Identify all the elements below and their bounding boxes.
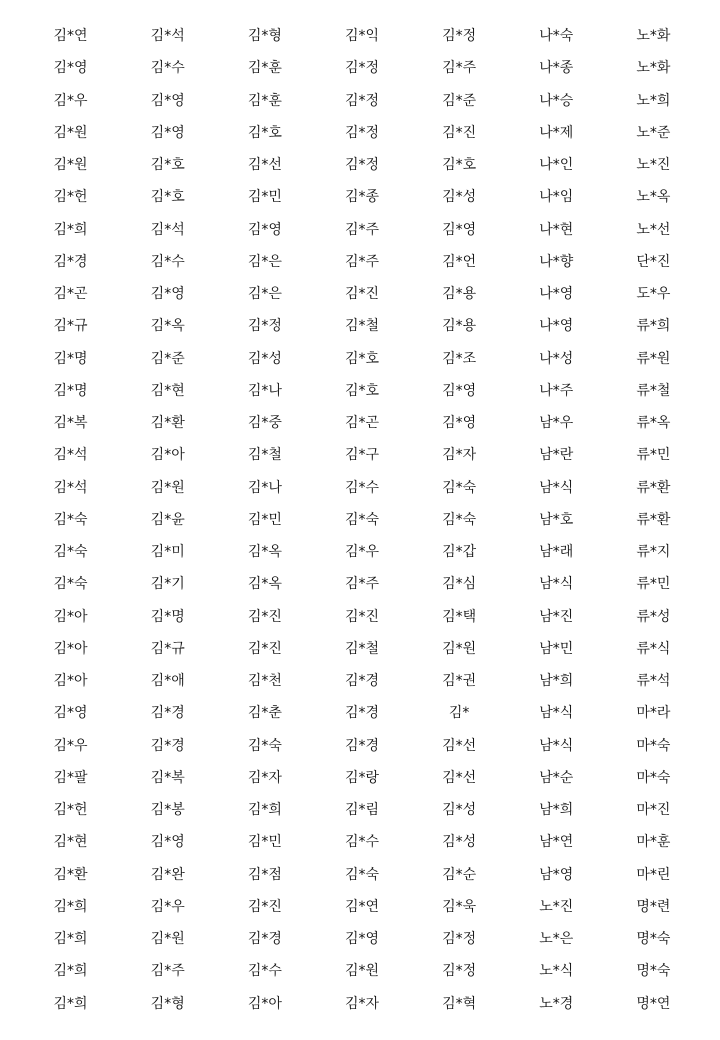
name-cell: 김*은: [247, 253, 282, 270]
name-cell: 김*환: [53, 866, 88, 883]
name-cell: 김*수: [150, 60, 185, 77]
name-cell: 남*우: [539, 415, 574, 432]
name-cell: 김*아: [53, 640, 88, 657]
name-cell: 명*숙: [636, 963, 671, 980]
name-cell: 김*조: [442, 350, 477, 367]
name-cell: 남*희: [539, 673, 574, 690]
name-cell: 류*환: [636, 511, 671, 528]
name-cell: 김*애: [150, 673, 185, 690]
name-cell: 나*주: [539, 382, 574, 399]
name-cell: 나*영: [539, 286, 574, 303]
name-cell: 마*숙: [636, 769, 671, 786]
name-cell: 김*아: [247, 995, 282, 1012]
name-cell: 남*식: [539, 479, 574, 496]
name-cell: 김*복: [53, 415, 88, 432]
name-cell: 마*훈: [636, 834, 671, 851]
name-cell: 류*옥: [636, 415, 671, 432]
name-cell: 남*민: [539, 640, 574, 657]
name-cell: 김*진: [247, 608, 282, 625]
name-cell: 명*련: [636, 898, 671, 915]
name-cell: 김*호: [344, 350, 380, 367]
name-cell: 김*철: [344, 640, 380, 657]
name-cell: 김*은: [247, 286, 282, 303]
name-cell: 김*기: [150, 576, 185, 593]
name-cell: 김*팔: [53, 769, 88, 786]
name-cell: 김*정: [344, 124, 380, 141]
name-cell: 김*택: [442, 608, 477, 625]
name-cell: 김*자: [247, 769, 282, 786]
name-cell: 김*경: [247, 931, 282, 948]
name-cell: 김*희: [53, 963, 88, 980]
name-cell: 김*석: [150, 221, 185, 238]
name-cell: 김*미: [150, 544, 185, 561]
name-cell: 김*영: [344, 931, 380, 948]
name-cell: 김*숙: [442, 511, 477, 528]
name-cell: 김*영: [247, 221, 282, 238]
name-cell: 노*진: [636, 157, 671, 174]
name-cell: 김*용: [442, 286, 477, 303]
name-cell: 김*희: [247, 802, 282, 819]
name-cell: 김*정: [247, 318, 282, 335]
name-cell: 남*희: [539, 802, 574, 819]
name-cell: 김*숙: [344, 511, 380, 528]
name-cell: 김*철: [344, 318, 380, 335]
name-cell: 남*식: [539, 705, 574, 722]
name-cell: 김*헌: [53, 189, 88, 206]
name-cell: 김*수: [247, 963, 282, 980]
name-cell: 김*경: [344, 737, 380, 754]
name-cell: 나*현: [539, 221, 574, 238]
name-cell: 김*아: [53, 608, 88, 625]
name-cell: 나*숙: [539, 28, 574, 45]
name-cell: 김*영: [53, 60, 88, 77]
name-cell: 김*성: [442, 802, 477, 819]
name-cell: 김*선: [442, 769, 477, 786]
name-cell: 노*화: [636, 28, 671, 45]
name-cell: 나*영: [539, 318, 574, 335]
name-cell: 김*복: [150, 769, 185, 786]
name-cell: 김*희: [53, 221, 88, 238]
name-cell: 김*형: [150, 995, 185, 1012]
name-cell: 김*원: [344, 963, 380, 980]
name-cell: 김*명: [53, 350, 88, 367]
name-cell: 김*점: [247, 866, 282, 883]
name-cell: 김*심: [442, 576, 477, 593]
name-cell: 김*희: [53, 995, 88, 1012]
name-cell: 김*숙: [247, 737, 282, 754]
name-cell: 류*철: [636, 382, 671, 399]
name-cell: 남*래: [539, 544, 574, 561]
name-cell: 김*원: [150, 931, 185, 948]
name-cell: 나*승: [539, 92, 574, 109]
name-cell: 노*경: [539, 995, 574, 1012]
name-cell: 노*식: [539, 963, 574, 980]
name-cell: 김*옥: [247, 576, 282, 593]
name-cell: 김*구: [344, 447, 380, 464]
name-cell: 김*영: [442, 415, 477, 432]
name-cell: 김*명: [53, 382, 88, 399]
name-cell: 김*주: [150, 963, 185, 980]
name-cell: 노*옥: [636, 189, 671, 206]
name-cell: 김*영: [150, 124, 185, 141]
name-cell: 김*윤: [150, 511, 185, 528]
name-cell: 나*제: [539, 124, 574, 141]
name-cell: 류*환: [636, 479, 671, 496]
name-cell: 김*희: [53, 931, 88, 948]
name-cell: 김*주: [442, 60, 477, 77]
name-cell: 김*용: [442, 318, 477, 335]
name-cell: 김*현: [53, 834, 88, 851]
name-cell: 김*성: [442, 189, 477, 206]
name-cell: 김*선: [247, 157, 282, 174]
name-cell: 김*중: [247, 415, 282, 432]
name-cell: 김*진: [247, 898, 282, 915]
name-cell: 김*숙: [53, 576, 88, 593]
name-cell: 김*준: [150, 350, 185, 367]
name-cell: 김*원: [442, 640, 477, 657]
name-cell: 노*진: [539, 898, 574, 915]
name-cell: 김*림: [344, 802, 380, 819]
name-cell: 김*숙: [53, 544, 88, 561]
name-cell: 명*연: [636, 995, 671, 1012]
name-cell: 남*란: [539, 447, 574, 464]
name-cell: 김*주: [344, 221, 380, 238]
name-cell: 김*정: [442, 931, 477, 948]
name-cell: 노*화: [636, 60, 671, 77]
name-cell: 김*호: [150, 189, 185, 206]
name-cell: 김*원: [53, 157, 88, 174]
name-cell: 노*희: [636, 92, 671, 109]
name-cell: 김*성: [442, 834, 477, 851]
name-cell: 김*민: [247, 834, 282, 851]
name-cell: 마*진: [636, 802, 671, 819]
name-cell: 남*연: [539, 834, 574, 851]
name-cell: 김*영: [442, 221, 477, 238]
name-cell: 마*린: [636, 866, 671, 883]
name-cell: 김*영: [442, 382, 477, 399]
name-cell: 김*진: [344, 608, 380, 625]
name-cell: 김*자: [442, 447, 477, 464]
name-cell: 김*호: [150, 157, 185, 174]
name-cell: 김*우: [53, 737, 88, 754]
name-list-grid: [22, 20, 702, 1020]
name-cell: 김*훈: [247, 60, 282, 77]
name-cell: 류*지: [636, 544, 671, 561]
name-cell: 김*곤: [344, 415, 380, 432]
name-cell: 김*천: [247, 673, 282, 690]
name-cell: 나*인: [539, 157, 574, 174]
name-cell: 김*영: [53, 705, 88, 722]
name-cell: 김*석: [53, 479, 88, 496]
name-cell: 류*식: [636, 640, 671, 657]
name-cell: 김*연: [53, 28, 88, 45]
name-cell: 김*욱: [442, 898, 477, 915]
name-cell: 김*우: [53, 92, 88, 109]
name-cell: 김*춘: [247, 705, 282, 722]
name-cell: 김*혁: [442, 995, 477, 1012]
name-cell: 김*우: [344, 544, 380, 561]
name-cell: 김*민: [247, 189, 282, 206]
name-cell: 김*경: [53, 253, 88, 270]
name-cell: 김*갑: [442, 544, 477, 561]
name-cell: 김*영: [150, 834, 185, 851]
name-cell: 김*형: [247, 28, 282, 45]
name-cell: 김*영: [150, 92, 185, 109]
name-cell: 김*익: [344, 28, 380, 45]
name-cell: 김*환: [150, 415, 185, 432]
name-cell: 단*진: [636, 253, 671, 270]
name-cell: 김*진: [442, 124, 477, 141]
name-cell: 김*: [448, 705, 470, 722]
name-cell: 류*성: [636, 608, 671, 625]
name-cell: 류*석: [636, 673, 671, 690]
name-cell: 김*헌: [53, 802, 88, 819]
name-cell: 김*원: [53, 124, 88, 141]
name-cell: 노*선: [636, 221, 671, 238]
name-cell: 김*정: [442, 28, 477, 45]
name-cell: 남*식: [539, 576, 574, 593]
name-cell: 김*숙: [344, 866, 380, 883]
name-cell: 김*랑: [344, 769, 380, 786]
name-cell: 김*호: [344, 382, 380, 399]
name-cell: 김*나: [247, 382, 282, 399]
name-cell: 명*숙: [636, 931, 671, 948]
name-cell: 김*호: [442, 157, 477, 174]
name-cell: 남*호: [539, 511, 574, 528]
name-cell: 노*준: [636, 124, 671, 141]
name-cell: 김*규: [53, 318, 88, 335]
name-cell: 김*언: [442, 253, 477, 270]
name-cell: 김*경: [344, 705, 380, 722]
name-cell: 김*명: [150, 608, 185, 625]
name-cell: 김*선: [442, 737, 477, 754]
name-cell: 김*수: [344, 479, 380, 496]
name-cell: 김*정: [344, 60, 380, 77]
name-cell: 류*원: [636, 350, 671, 367]
name-cell: 김*완: [150, 866, 185, 883]
name-cell: 김*현: [150, 382, 185, 399]
name-cell: 김*민: [247, 511, 282, 528]
name-cell: 김*철: [247, 447, 282, 464]
name-cell: 김*정: [442, 963, 477, 980]
name-cell: 김*권: [442, 673, 477, 690]
name-cell: 김*진: [247, 640, 282, 657]
name-cell: 김*옥: [150, 318, 185, 335]
name-cell: 김*아: [150, 447, 185, 464]
name-cell: 김*숙: [442, 479, 477, 496]
name-cell: 김*옥: [247, 544, 282, 561]
name-cell: 류*민: [636, 576, 671, 593]
name-cell: 남*식: [539, 737, 574, 754]
name-cell: 남*순: [539, 769, 574, 786]
name-cell: 김*종: [344, 189, 380, 206]
name-cell: 김*연: [344, 898, 380, 915]
name-cell: 나*향: [539, 253, 574, 270]
name-cell: 마*숙: [636, 737, 671, 754]
name-cell: 김*호: [247, 124, 282, 141]
name-cell: 류*희: [636, 318, 671, 335]
name-cell: 김*정: [344, 92, 380, 109]
name-cell: 노*은: [539, 931, 574, 948]
name-cell: 김*숙: [53, 511, 88, 528]
name-cell: 김*수: [344, 834, 380, 851]
name-cell: 남*영: [539, 866, 574, 883]
name-cell: 김*경: [150, 705, 185, 722]
name-cell: 도*우: [636, 286, 671, 303]
name-cell: 류*민: [636, 447, 671, 464]
name-cell: 김*영: [150, 286, 185, 303]
name-cell: 김*석: [150, 28, 185, 45]
name-cell: 김*곤: [53, 286, 88, 303]
name-cell: 김*경: [150, 737, 185, 754]
name-cell: 김*우: [150, 898, 185, 915]
name-cell: 나*종: [539, 60, 574, 77]
name-cell: 김*희: [53, 898, 88, 915]
name-cell: 김*규: [150, 640, 185, 657]
name-cell: 김*준: [442, 92, 477, 109]
name-cell: 김*수: [150, 253, 185, 270]
name-cell: 김*주: [344, 253, 380, 270]
name-cell: 마*라: [636, 705, 671, 722]
name-cell: 김*경: [344, 673, 380, 690]
name-cell: 김*봉: [150, 802, 185, 819]
name-cell: 나*성: [539, 350, 574, 367]
name-cell: 김*아: [53, 673, 88, 690]
name-cell: 김*순: [442, 866, 477, 883]
name-cell: 김*나: [247, 479, 282, 496]
name-cell: 남*진: [539, 608, 574, 625]
name-cell: 김*원: [150, 479, 185, 496]
name-cell: 나*임: [539, 189, 574, 206]
name-cell: 김*정: [344, 157, 380, 174]
name-cell: 김*석: [53, 447, 88, 464]
name-cell: 김*훈: [247, 92, 282, 109]
name-cell: 김*자: [344, 995, 380, 1012]
name-cell: 김*성: [247, 350, 282, 367]
name-cell: 김*주: [344, 576, 380, 593]
name-cell: 김*진: [344, 286, 380, 303]
